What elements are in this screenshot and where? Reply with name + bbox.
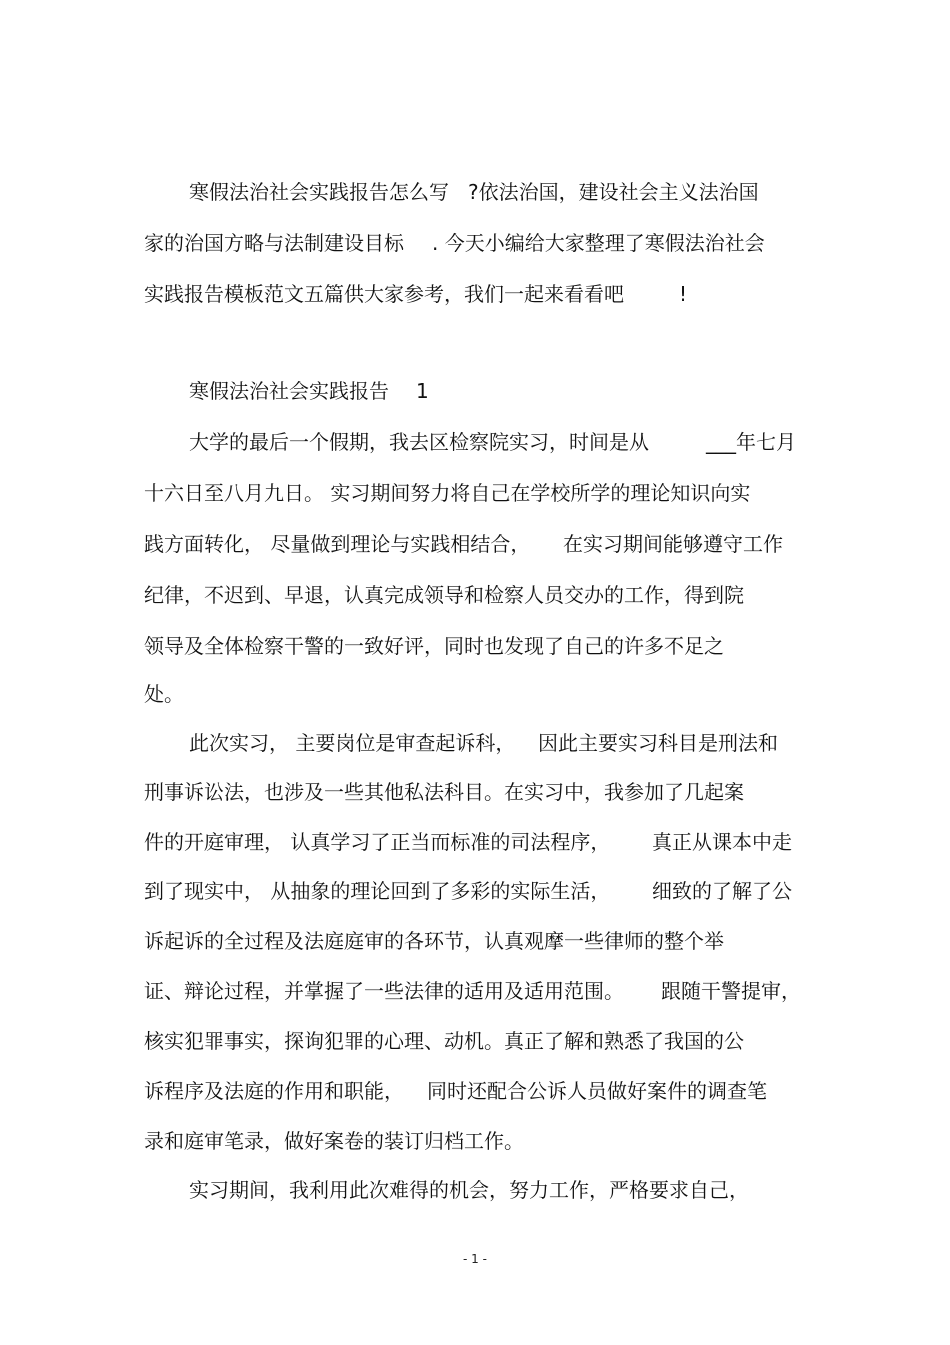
text-segment: . 今天小编给大家整理了寒假法治社会 [432, 231, 765, 255]
report-title [0, 376, 950, 406]
paragraph-line [0, 777, 950, 807]
paragraph-line [0, 478, 950, 508]
text-segment: ___年七月 [706, 430, 796, 454]
title-number: 1 [416, 379, 429, 403]
text-segment: 大学的最后一个假期，我去区检察院实习，时间是从 [189, 430, 649, 454]
text-segment: 同时还配合公诉人员做好案件的调查笔 [427, 1079, 767, 1103]
intro-line [0, 279, 950, 309]
text-segment: 寒假法治社会实践报告怎么写 [189, 180, 449, 204]
text-segment: 因此主要实习科目是刑法和 [538, 731, 778, 755]
text-segment: 录和庭审笔录，做好案卷的装订归档工作。 [144, 1129, 524, 1153]
text-segment: 件的开庭审理， 认真学习了正当而标准的司法程序， [144, 830, 611, 854]
title-text: 寒假法治社会实践报告 [189, 379, 389, 403]
text-segment: 领导及全体检察干警的一致好评，同时也发现了自己的许多不足之 [144, 634, 724, 658]
text-segment: 诉程序及法庭的作用和职能， [144, 1079, 404, 1103]
paragraph-line [0, 631, 950, 661]
text-segment: 诉起诉的全过程及法庭庭审的各环节，认真观摩一些律师的整个举 [144, 929, 724, 953]
text-segment: 践方面转化， 尽量做到理论与实践相结合， [144, 532, 531, 556]
paragraph-line [0, 876, 950, 906]
paragraph-line [0, 1175, 950, 1205]
text-segment: 真正从课本中走 [652, 830, 792, 854]
paragraph-line [0, 427, 950, 457]
paragraph-line [0, 1126, 950, 1156]
text-segment: 家的治国方略与法制建设目标 [144, 231, 404, 255]
text-segment: 刑事诉讼法，也涉及一些其他私法科目。在实习中，我参加了几起案 [144, 780, 744, 804]
text-segment: 证、辩论过程，并掌握了一些法律的适用及适用范围。 [144, 979, 624, 1003]
paragraph-line [0, 827, 950, 857]
text-segment: ! [679, 282, 688, 306]
paragraph-line [0, 1026, 950, 1056]
paragraph-line [0, 529, 950, 559]
text-segment: ?依法治国，建设社会主义法治国 [468, 180, 759, 204]
text-segment: 实习期间，我利用此次难得的机会，努力工作，严格要求自己， [189, 1178, 749, 1202]
page-number: - 1 - [463, 1252, 487, 1266]
text-segment: 在实习期间能够遵守工作 [563, 532, 783, 556]
text-segment: 此次实习， 主要岗位是审查起诉科， [189, 731, 516, 755]
paragraph-line [0, 728, 950, 758]
text-segment: 细致的了解了公 [652, 879, 792, 903]
paragraph-line [0, 580, 950, 610]
paragraph-line [0, 679, 950, 709]
intro-line [0, 177, 950, 207]
paragraph-line [0, 926, 950, 956]
paragraph-line [0, 1076, 950, 1106]
text-segment: 纪律，不迟到、早退，认真完成领导和检察人员交办的工作，得到院 [144, 583, 744, 607]
text-segment: 跟随干警提审， [661, 979, 801, 1003]
text-segment: 实践报告模板范文五篇供大家参考，我们一起来看看吧 [144, 282, 624, 306]
text-segment: 处。 [144, 682, 184, 706]
intro-line [0, 228, 950, 258]
text-segment: 十六日至八月九日。 实习期间努力将自己在学校所学的理论知识向实 [144, 481, 751, 505]
text-segment: 核实犯罪事实，探询犯罪的心理、动机。真正了解和熟悉了我国的公 [144, 1029, 744, 1053]
paragraph-line [0, 976, 950, 1006]
text-segment: 到了现实中， 从抽象的理论回到了多彩的实际生活， [144, 879, 611, 903]
